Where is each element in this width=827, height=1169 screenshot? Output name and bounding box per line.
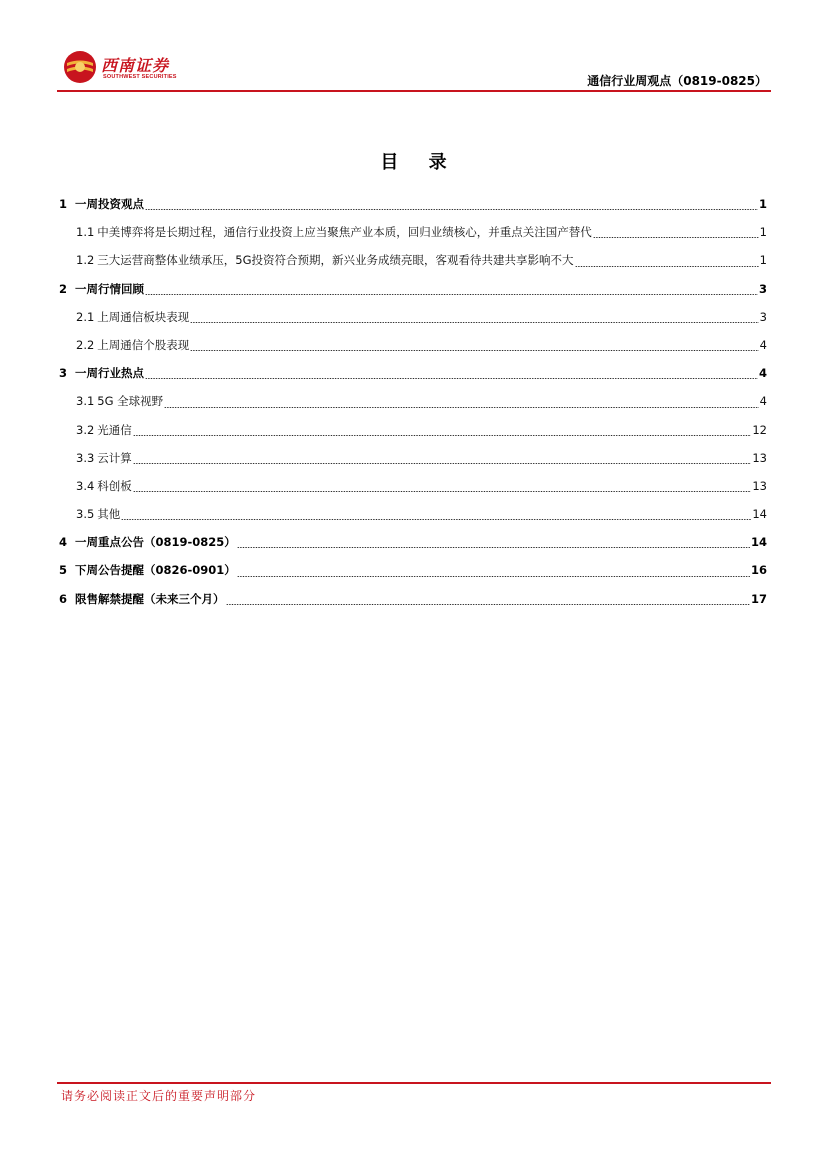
toc-entry-number: 5 (59, 563, 68, 578)
toc-entry-number: 6 (59, 591, 68, 606)
toc-entry[interactable] (59, 275, 767, 303)
toc-entry-page: 17 (750, 591, 767, 606)
toc-entry-number: 1.2 (76, 253, 95, 268)
toc-dot-leader (575, 266, 759, 267)
toc-entry-number: 2.2 (76, 337, 95, 352)
toc-entry-number: 3.3 (76, 450, 95, 465)
toc-entry-text: 一周重点公告（0819-0825） (75, 535, 236, 550)
toc-entry-text: 一周投资观点 (75, 197, 145, 211)
toc-entry-page: 3 (759, 309, 767, 324)
report-title: 通信行业周观点（0819-0825） (587, 74, 767, 88)
toc-entry-text: 下周公告提醒（0826-0901） (75, 563, 236, 578)
toc-dot-leader (133, 435, 752, 436)
toc-entry-page: 1 (759, 225, 767, 240)
toc-entry-number: 3.4 (76, 478, 95, 493)
toc-entry-text: 三大运营商整体业绩承压，5G投资符合预期，新兴业务成绩亮眼，客观看待共建共享影响不大 (97, 253, 574, 268)
toc-entry-number: 1.1 (76, 225, 95, 240)
toc-entry-text: 5G 全球视野 (97, 394, 164, 409)
toc-entry-text: 光通信 (97, 422, 132, 437)
toc-entry-page: 16 (750, 563, 767, 578)
toc-dot-leader (237, 547, 750, 548)
toc-entry-text: 云计算 (97, 450, 132, 465)
toc-dot-leader (237, 576, 750, 577)
toc-entry-page: 4 (759, 394, 767, 409)
toc-entry-page: 3 (758, 281, 767, 296)
toc-entry-number: 2.1 (76, 309, 95, 324)
toc-entry-number: 4 (59, 535, 68, 550)
toc-dot-leader (145, 378, 758, 379)
table-of-contents (59, 190, 767, 613)
toc-entry-number: 3.2 (76, 422, 95, 437)
toc-entry-page: 14 (750, 535, 767, 550)
toc-dot-leader (164, 407, 758, 408)
toc-entry-page: 14 (752, 507, 767, 522)
toc-entry-text: 限售解禁提醒（未来三个月） (75, 591, 225, 606)
toc-dot-leader (190, 322, 758, 323)
toc-entry[interactable] (59, 500, 767, 528)
toc-entry-number: 3.5 (76, 507, 95, 522)
toc-entry-page: 12 (752, 422, 767, 437)
toc-entry-page: 4 (759, 337, 767, 352)
logo-text-en: SOUTHWEST SECURITIES (103, 74, 177, 80)
page-header (57, 46, 771, 94)
toc-entry[interactable] (59, 472, 767, 500)
logo-text-cn: 西南证券 (101, 56, 170, 75)
toc-entry[interactable] (59, 331, 767, 359)
toc-entry-page: 1 (759, 253, 767, 268)
toc-entry-number: 3.1 (76, 394, 95, 409)
toc-entry[interactable] (59, 246, 767, 274)
toc-dot-leader (133, 463, 752, 464)
toc-dot-leader (226, 604, 750, 605)
toc-entry-text: 科创板 (97, 478, 132, 493)
toc-dot-leader (593, 237, 759, 238)
toc-dot-leader (190, 350, 758, 351)
toc-entry-number: 2 (59, 281, 68, 296)
toc-entry-page: 1 (758, 197, 767, 211)
toc-entry-text: 一周行业热点 (75, 366, 145, 381)
toc-dot-leader (133, 491, 752, 492)
toc-entry[interactable] (59, 218, 767, 246)
toc-entry-text: 上周通信个股表现 (97, 337, 190, 352)
toc-entry[interactable] (59, 387, 767, 415)
toc-dot-leader (145, 294, 758, 295)
toc-entry[interactable] (59, 190, 767, 218)
toc-entry-number: 3 (59, 366, 68, 381)
toc-entry[interactable] (59, 416, 767, 444)
toc-entry-text: 其他 (97, 507, 121, 522)
toc-entry-text: 一周行情回顾 (75, 281, 145, 296)
logo-emblem-icon (63, 50, 97, 84)
toc-entry[interactable] (59, 556, 767, 584)
toc-title: 目 录 (380, 152, 459, 173)
toc-entry[interactable] (59, 359, 767, 387)
toc-entry[interactable] (59, 444, 767, 472)
toc-entry[interactable] (59, 528, 767, 556)
toc-entry-text: 中美博弈将是长期过程，通信行业投资上应当聚焦产业本质，回归业绩核心，并重点关注国产替代 (97, 225, 592, 240)
toc-entry[interactable] (59, 303, 767, 331)
toc-entry-page: 13 (752, 450, 767, 465)
toc-entry-page: 13 (752, 478, 767, 493)
toc-dot-leader (121, 519, 751, 520)
footer-disclaimer: 请务必阅读正文后的重要声明部分 (61, 1089, 257, 1103)
toc-entry-number: 1 (59, 197, 68, 211)
toc-entry-page: 4 (758, 366, 767, 381)
header-divider (57, 90, 771, 92)
toc-dot-leader (145, 209, 758, 210)
toc-entry[interactable] (59, 585, 767, 613)
footer-divider (57, 1082, 771, 1084)
toc-entry-text: 上周通信板块表现 (97, 309, 190, 324)
company-logo (63, 50, 183, 86)
